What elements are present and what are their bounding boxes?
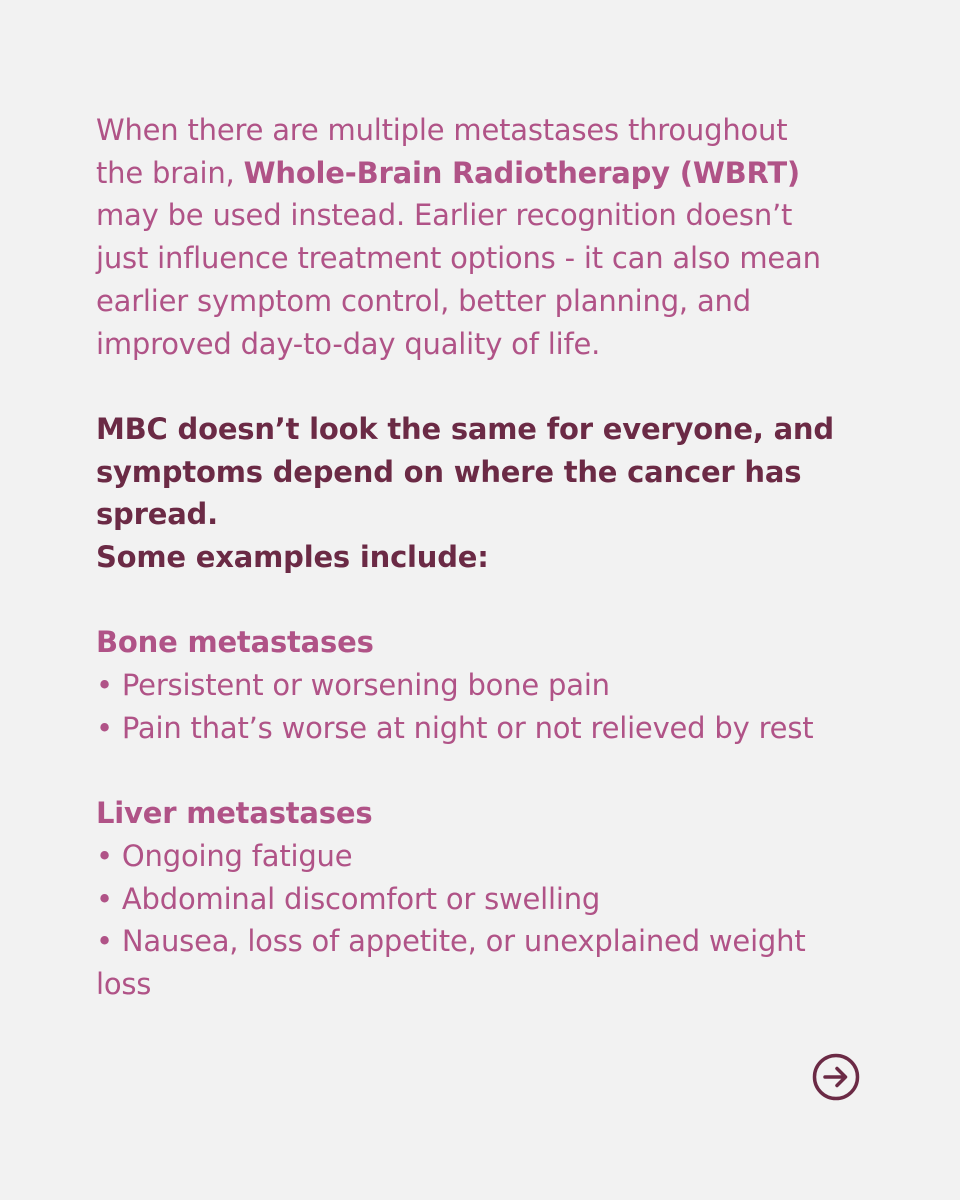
list-item: • Nausea, loss of appetite, or unexplained weight loss xyxy=(96,924,806,1002)
arrow-right-circle-icon xyxy=(812,1053,860,1101)
spacer xyxy=(96,579,836,622)
list-item: • Abdominal discomfort or swelling xyxy=(96,881,601,916)
lead-statement: MBC doesn’t look the same for everyone, and symptoms depend on where the cancer has spread. xyxy=(96,411,834,532)
slide-content xyxy=(96,109,836,1006)
intro-bold-term: Whole-Brain Radiotherapy (WBRT) xyxy=(243,155,800,190)
section-title: Bone metastases xyxy=(96,625,374,660)
intro-text-start: When there are multiple metastases throughout the brain, xyxy=(96,113,788,190)
intro-text-end: may be used instead. Earlier recognition doesn’t just influence treatment options - it can also mean earlier symptom control, better planning, and improved day-to-day quality of life. xyxy=(96,198,821,361)
spacer xyxy=(96,365,836,408)
lead-examples-intro: Some examples include: xyxy=(96,540,489,575)
section-title: Liver metastases xyxy=(96,796,373,831)
section-liver-metastases xyxy=(96,792,836,1006)
next-slide-button[interactable] xyxy=(812,1053,860,1101)
list-item: • Persistent or worsening bone pain xyxy=(96,668,610,703)
list-item: • Ongoing fatigue xyxy=(96,838,353,873)
section-bone-metastases xyxy=(96,621,836,749)
intro-paragraph xyxy=(96,109,836,365)
spacer xyxy=(96,750,836,793)
list-item: • Pain that’s worse at night or not relieved by rest xyxy=(96,710,814,745)
